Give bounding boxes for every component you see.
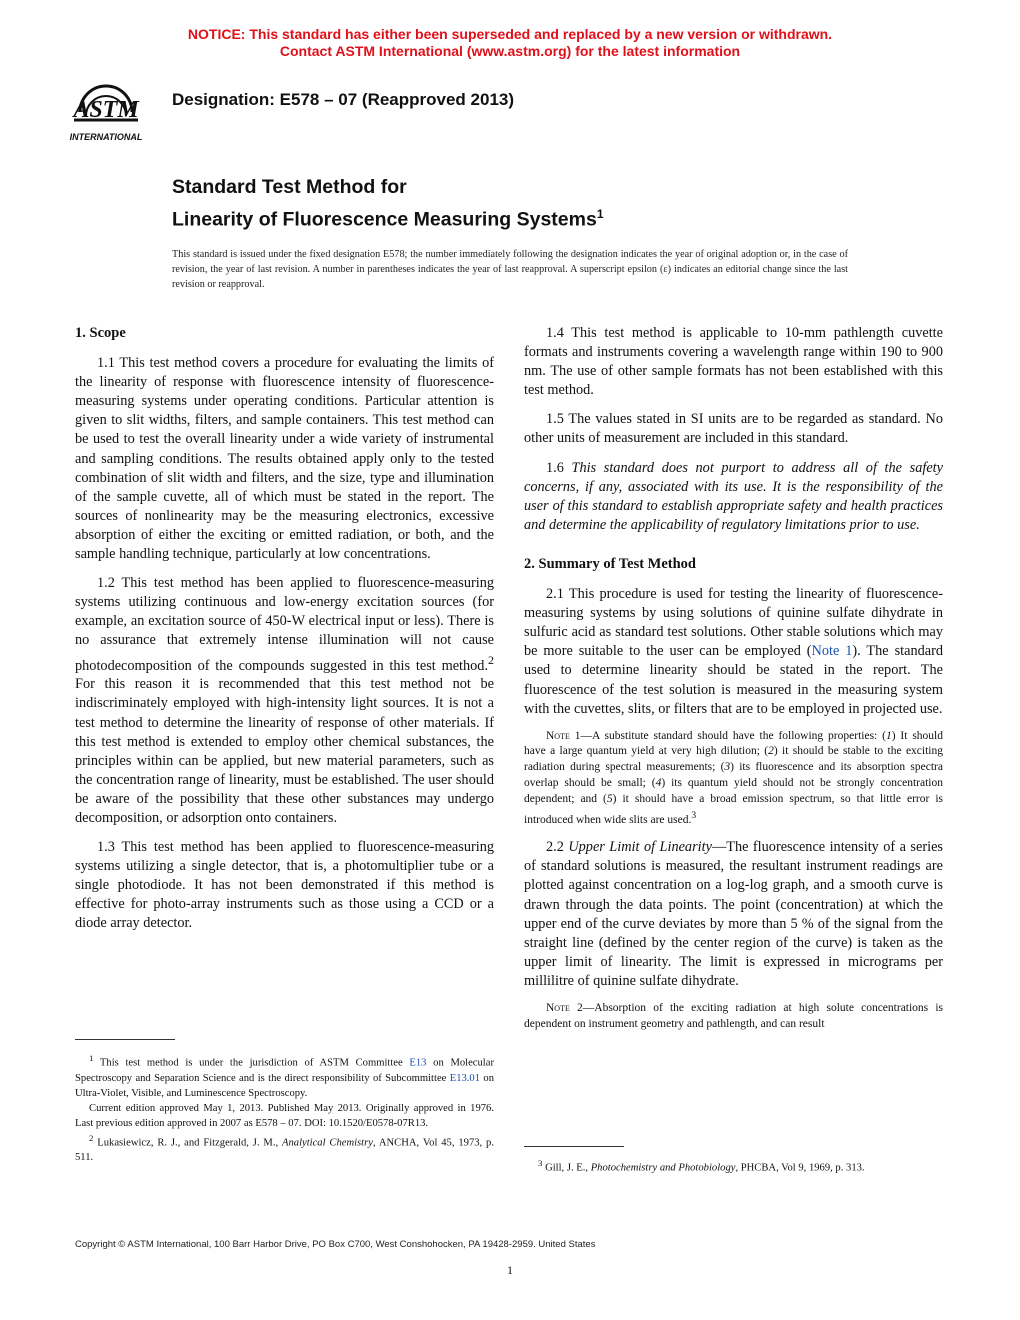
paragraph-2-1 (524, 585, 943, 719)
note-1-text-a: —A substitute standard should have the following properties: ( (580, 729, 886, 742)
footnote-1-edition: Current edition approved May 1, 2013. Published May 2013. Originally approved in 1976. Last previous edition approved in 2007 as E578 – 07. DOI: 10.1520/E0578-07R13. (75, 1102, 494, 1129)
paragraph-2-2-number: 2.2 (546, 839, 569, 856)
paragraph-2-1-part-b: ). The standard used to determine linearity should be stated in the report. The fluorescence of the test solution is measured in the measuring system with the cuvettes, slits, or filters that are to be employed in projected use. (524, 643, 944, 717)
logo-letters: ASTM (73, 97, 139, 123)
issuance-statement: This standard is issued under the fixed designation E578; the number immediately following the designation indicates the year of original adoption or, in the case of revision, the year of last revision. A number in parentheses indicates the year of last reapproval. A superscript epsilon (ε) indicates an editorial change since the last revision or reapproval. (172, 249, 848, 290)
footnote-3-journal: Photochemistry and Photobiology (590, 1162, 736, 1174)
title-line-2-text: Linearity of Fluorescence Measuring Systems (172, 208, 597, 231)
paragraph-1-4: 1.4 This test method is applicable to 10-mm pathlength cuvette formats and instruments covering a wavelength range within 190 to 900 nm. The use of other sample formats has not been established with this test method. (524, 325, 943, 399)
footnote-2-text-b: , ANCHA, Vol 45, 1973, p. 511. (75, 1137, 494, 1164)
footnote-ref-2: 2 (488, 652, 494, 667)
paragraph-1-2-part-b: For this reason it is recommended that this test method not be indiscriminately employed with high-intensity light sources. It is not a test method to determine the linearity of response of other materials. If this test method is extended to employ other chemical substances, the principles within can be applied, but new material parameters, such as the concentration range of linearity, must be established. The user should be aware of the possibility that these other substances may undergo decomposition, or adsorption onto containers. (75, 676, 494, 827)
note-2-text: —Absorption of the exciting radiation at high solute concentrations is dependent on instrument geometry and pathlength, and can result (524, 1002, 943, 1030)
note-1-item-4: 4 (655, 777, 662, 790)
footnote-2 (75, 1131, 494, 1166)
paragraph-1-1: 1.1 This test method covers a procedure for evaluating the limits of the linearity of response with fluorescence intensity of fluorescence-measuring systems under operating conditions. Particular attention is given to slit widths, filters, and sample containers. This test method can be used to test the overall linearity under a wide variety of instrumental and sampling conditions. The results obtained apply only to the tested combination of slit width and filters, and the size, type and illumination of the sample cuvette, all of which must be stated in the report. The sources of nonlinearity may be the measuring electronics, excessive absorption of either the exciting or emitted radiation, or both, and the sample handling technique, particularly at low concentrations. (75, 355, 494, 563)
page-number: 1 (507, 1263, 513, 1277)
section-heading-summary: 2. Summary of Test Method (524, 555, 696, 572)
paragraph-1-2 (75, 574, 494, 828)
note-1-text-b: ) It should have a large quantum yield at very high dilution; ( (524, 729, 943, 758)
logo-caption: INTERNATIONAL (69, 132, 143, 142)
section-heading-scope: 1. Scope (75, 325, 126, 341)
paragraph-1-6-number: 1.6 (546, 459, 572, 476)
footnote-1-mark: 1 (89, 1053, 94, 1063)
subcommittee-e1301-link[interactable]: E13.01 (449, 1072, 481, 1084)
paragraph-1-6-text: This standard does not purport to address all of the safety concerns, if any, associated with its use. It is the responsibility of the user of this standard to establish appropriate safety and health practices and determine the applicability of regulatory limitations prior to use. (524, 459, 943, 533)
footnote-2-journal: Analytical Chemistry (282, 1137, 373, 1149)
note-1-text-e: ) its quantum yield should not be strongly concentration dependent; and ( (524, 777, 943, 805)
copyright-line: Copyright © ASTM International, 100 Barr Harbor Drive, PO Box C700, West Conshohocken, PA 19428-2959. United States (75, 1239, 596, 1250)
designation: Designation: E578 – 07 (Reapproved 2013) (172, 90, 515, 109)
footnote-1-text-c: on Ultra-Violet, Visible, and Luminescence Spectroscopy. (75, 1072, 494, 1099)
footnote-3-mark: 3 (538, 1158, 543, 1168)
notice-line-2: Contact ASTM International (www.astm.org) for the latest information (279, 43, 741, 59)
note-1-label: Note 1 (546, 729, 581, 742)
paragraph-1-2-part-a: 1.2 This test method has been applied to fluorescence-measuring systems utilizing continuous and low-energy excitation sources (for example, an excitation source of 450-W electrical input or less). There is no assurance that extremely intense illumination will not cause photodecomposition of the compounds suggested in this test method. (75, 575, 494, 674)
paragraph-2-2-title: Upper Limit of Linearity (568, 839, 712, 856)
footnote-2-mark: 2 (89, 1132, 94, 1143)
committee-e13-link[interactable]: E13 (409, 1057, 427, 1069)
footnote-3 (524, 1156, 943, 1176)
note-2-label: Note 2 (546, 1002, 583, 1015)
footnote-1-text-a: This test method is under the jurisdiction of ASTM Committee (93, 1057, 410, 1069)
paragraph-1-6 (524, 459, 943, 535)
footnote-1-text-b: on Molecular Spectroscopy and Separation Science and is the direct responsibility of Subcommittee (75, 1057, 494, 1084)
title-footnote-mark: 1 (596, 207, 604, 221)
note-2 (524, 1001, 943, 1033)
note-1-text-d: ) its fluorescence and its absorption spectra overlap should be small; ( (524, 761, 943, 790)
right-column (524, 324, 943, 1043)
note-1-item-3: 3 (724, 761, 731, 774)
title-line-1: Standard Test Method for (172, 176, 407, 198)
paragraph-2-1-part-a: 2.1 This procedure is used for testing the linearity of fluorescence-measuring systems by using solutions of quinine sulfate dihydrate in sulfuric acid as standard test solutions. Other stable solutions which may be more suitable to the user can be employed ( (524, 586, 943, 660)
note-1-link[interactable]: Note 1 (811, 643, 853, 660)
paragraph-2-2-text: —The fluorescence intensity of a series of standard solutions is measured, the resultant instrument readings are plotted against concentration on a log-log graph, and a smooth curve is drawn through the data points. The point (concentration) at which the upper end of the curve deviates by more than 5 % of the signal from the straight line (defined by the center region of the curve) is taken as the upper limit of linearity. The limit is expressed in micrograms per millilitre of quinine sulfate dihydrate. (524, 839, 943, 989)
footnote-divider-left (75, 1039, 175, 1040)
footnote-3-text-b: , PHCBA, Vol 9, 1969, p. 313. (735, 1162, 865, 1174)
notice-line-1: NOTICE: This standard has either been superseded and replaced by a new version or withdrawn. (187, 26, 833, 42)
document-title (172, 174, 604, 234)
title-line-2 (172, 201, 604, 234)
paragraph-1-5: 1.5 The values stated in SI units are to be regarded as standard. No other units of measurement are included in this standard. (524, 411, 943, 447)
note-1-item-1: 1 (885, 729, 892, 742)
note-1-text-c: ) it should be stable to the exciting radiation during spectral measurements; ( (524, 745, 943, 774)
footnotes-left (75, 1051, 494, 1165)
withdrawal-notice (0, 26, 1020, 60)
astm-logo (66, 76, 162, 146)
footnote-divider-right (524, 1146, 624, 1147)
paragraph-1-3: 1.3 This test method has been applied to fluorescence-measuring systems utilizing a single detector, that is, a photomultiplier tube or a single photodiode. It has not been demonstrated if this method is effective for photo-array instruments such as those using a CCD or a diode array detector. (75, 839, 494, 932)
note-1-item-5: 5 (606, 792, 613, 805)
footnote-2-text-a: Lukasiewicz, R. J., and Fitzgerald, J. M., (93, 1137, 282, 1149)
footnote-1 (75, 1051, 494, 1101)
astm-logo-icon (66, 76, 162, 146)
note-1 (524, 729, 943, 829)
footnote-3-text-a: Gill, J. E., (542, 1162, 591, 1174)
paragraph-2-2 (524, 838, 943, 991)
footnote-ref-3: 3 (691, 809, 697, 821)
note-1-item-2: 2 (768, 745, 774, 758)
left-column (75, 324, 494, 944)
footnotes-right (524, 1156, 943, 1176)
note-1-text-f: ) it should have a broad emission spectrum, so that little error is introduced when wide slits are used. (524, 792, 943, 826)
